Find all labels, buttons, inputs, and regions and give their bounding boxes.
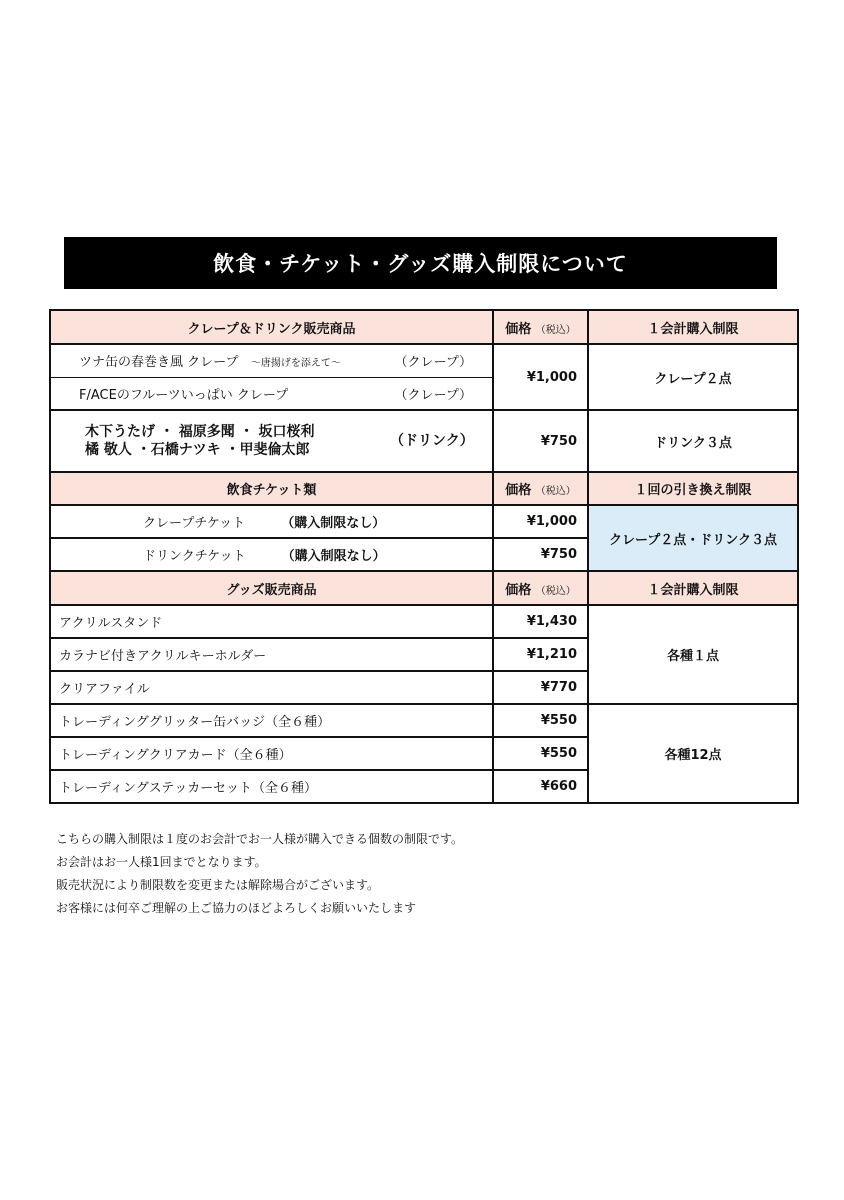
- goods-item-name: トレーディンググリッター缶バッジ（全６種）: [50, 704, 493, 737]
- goods-limit-group2: 各種12点: [588, 704, 798, 803]
- drink-names-line1: 木下うたげ ・ 福原多聞 ・ 坂口桜利: [85, 424, 315, 440]
- goods-item-price: ¥1,430: [493, 605, 588, 638]
- purchase-limit-table: [49, 309, 799, 804]
- section3-limit-header: １会計購入制限: [588, 571, 798, 605]
- section1-limit-header: １会計購入制限: [588, 310, 798, 344]
- ticket2-price: ¥750: [493, 538, 588, 571]
- goods-item-price: ¥770: [493, 671, 588, 704]
- crepe-limit: クレープ２点: [588, 344, 798, 410]
- crepe1-sub: ～唐揚げを添えて～: [250, 358, 341, 370]
- drink-cell: [50, 410, 493, 472]
- section3-price-header: 価格 （税込）: [493, 571, 588, 605]
- ticket1-name: クレープチケット: [143, 516, 246, 531]
- drink-limit: ドリンク３点: [588, 410, 798, 472]
- crepe1-name: ツナ缶の春巻き風 クレープ: [79, 355, 239, 371]
- ticket2-note: （購入制限なし）: [281, 549, 386, 564]
- ticket-limit: クレープ２点・ドリンク３点: [588, 505, 798, 571]
- crepe2-cell: [50, 377, 493, 410]
- ticket1-note: （購入制限なし）: [281, 516, 386, 531]
- section-header-row: [50, 310, 798, 344]
- ticket1-price: ¥1,000: [493, 505, 588, 538]
- goods-item-name: カラナビ付きアクリルキーホルダー: [50, 638, 493, 671]
- note-line: こちらの購入制限は１度のお会計でお一人様が購入できる個数の制限です。: [56, 832, 464, 846]
- ticket1-cell: [50, 505, 493, 538]
- goods-item-price: ¥550: [493, 737, 588, 770]
- crepe-price: ¥1,000: [493, 344, 588, 410]
- drink-price: ¥750: [493, 410, 588, 472]
- table-row: [50, 410, 798, 472]
- goods-item-price: ¥1,210: [493, 638, 588, 671]
- goods-item-name: アクリルスタンド: [50, 605, 493, 638]
- goods-item-price: ¥660: [493, 770, 588, 803]
- section2-limit-header: １回の引き換え制限: [588, 472, 798, 505]
- ticket2-cell: [50, 538, 493, 571]
- notes: [56, 828, 463, 920]
- crepe2-name: F/ACEのフルーツいっぱい クレープ: [79, 387, 289, 403]
- note-line: 販売状況により制限数を変更または解除場合がございます。: [56, 878, 380, 892]
- crepe1-cell: [50, 344, 493, 377]
- table-row: [50, 704, 798, 737]
- note-line: お会計はお一人様1回までとなります。: [56, 855, 267, 869]
- section1-header: クレープ＆ドリンク販売商品: [50, 310, 493, 344]
- drink-names-line2: 橘 敬人 ・石橋ナツキ ・甲斐倫太郎: [85, 442, 310, 458]
- goods-item-price: ¥550: [493, 704, 588, 737]
- section1-price-header: 価格 （税込）: [493, 310, 588, 344]
- table-row: [50, 505, 798, 538]
- section-header-row: [50, 472, 798, 505]
- drink-type: （ドリンク）: [390, 433, 474, 449]
- crepe1-type: （クレープ）: [394, 355, 472, 371]
- goods-item-name: トレーディングステッカーセット（全６種）: [50, 770, 493, 803]
- table-row: [50, 344, 798, 377]
- crepe2-type: （クレープ）: [394, 387, 472, 403]
- ticket2-name: ドリンクチケット: [143, 549, 246, 564]
- goods-limit-group1: 各種１点: [588, 605, 798, 704]
- section2-price-header: 価格 （税込）: [493, 472, 588, 505]
- goods-item-name: トレーディングクリアカード（全６種）: [50, 737, 493, 770]
- note-line: お客様には何卒ご理解の上ご協力のほどよろしくお願いいたします: [56, 901, 417, 915]
- section-header-row: [50, 571, 798, 605]
- table-row: [50, 605, 798, 638]
- goods-item-name: クリアファイル: [50, 671, 493, 704]
- section2-header: 飲食チケット類: [50, 472, 493, 505]
- page-title: 飲食・チケット・グッズ購入制限について: [64, 237, 777, 289]
- section3-header: グッズ販売商品: [50, 571, 493, 605]
